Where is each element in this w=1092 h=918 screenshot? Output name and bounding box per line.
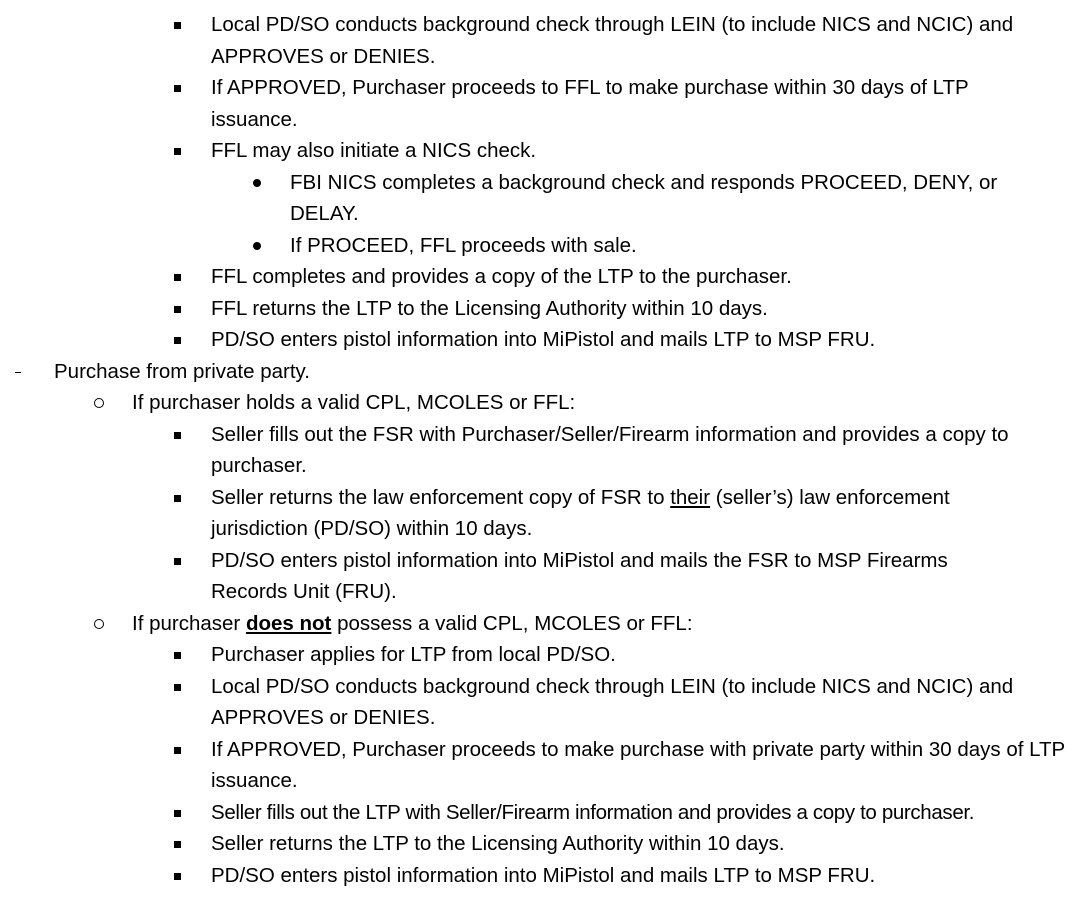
subsection-heading [0,387,1092,419]
list-item-text: Seller fills out the LTP with Seller/Firearm information and provides a copy to purchaser. [211,800,975,824]
subsection-heading [0,608,1092,640]
list-item-text: Seller returns the LTP to the Licensing Authority within 10 days. [211,832,785,855]
bold-underlined-text: does not [245,611,332,635]
list-item [0,72,1092,135]
list-item-text: PD/SO enters pistol information into MiPistol and mails LTP to MSP FRU. [211,863,876,887]
list-item [0,828,1092,860]
list-item [0,734,1092,797]
list-item-text: If APPROVED, Purchaser proceeds to make purchase with private party within 30 days of LTP issuance. [211,737,1065,792]
list-item-text: Local PD/SO conducts background check through LEIN (to include NICS and NCIC) and APPROVES or DENIES. [211,674,1014,729]
list-item [0,860,1092,892]
list-item-text: PD/SO enters pistol information into MiPistol and mails the FSR to MSP Firearms Records Unit (FRU). [211,548,948,603]
list-item-text: FFL returns the LTP to the Licensing Authority within 10 days. [211,296,768,320]
list-item-text: Seller fills out the FSR with Purchaser/Seller/Firearm information and provides a copy to purchaser. [211,422,1009,477]
list-item [0,671,1092,734]
list-item-text: Purchaser applies for LTP from local PD/SO. [211,643,616,666]
list-item-text [211,482,1031,545]
list-item-text: FBI NICS completes a background check and responds PROCEED, DENY, or DELAY. [290,170,998,225]
list-item [0,167,1020,230]
list-item [0,482,1092,545]
list-item-text: If PROCEED, FFL proceeds with sale. [290,233,637,257]
list-item-text: Local PD/SO conducts background check through LEIN (to include NICS and NCIC) and APPROVES or DENIES. [211,13,1014,68]
list-item [0,797,1092,829]
list-item [0,9,1092,72]
list-item-text: If APPROVED, Purchaser proceeds to FFL to make purchase within 30 days of LTP issuance. [211,76,969,131]
list-item [0,135,1092,167]
list-item-text: PD/SO enters pistol information into MiPistol and mails LTP to MSP FRU. [211,328,876,351]
underlined-text: their [670,485,711,509]
text-run: (seller’s) law enforcement jurisdiction (PD/SO) within 10 days. [211,485,950,540]
list-item-text: FFL may also initiate a NICS check. [211,139,537,162]
list-item [0,324,1092,356]
text-run: possess a valid CPL, MCOLES or FFL: [331,611,693,635]
subsection-heading-text: If purchaser holds a valid CPL, MCOLES or FFL: [132,391,576,414]
list-item [0,230,1020,262]
text-run: If purchaser [132,611,246,635]
list-item [0,419,1092,482]
text-run: Seller returns the law enforcement copy of FSR to [211,485,671,509]
list-item [0,639,1092,671]
subsection-heading-text [132,608,1092,640]
section-heading-text: Purchase from private party. [54,359,310,383]
list-item [0,293,1092,325]
section-heading [0,356,1092,388]
list-item-text: FFL completes and provides a copy of the LTP to the purchaser. [211,265,792,288]
list-item [0,545,1092,608]
list-item [0,261,1092,293]
